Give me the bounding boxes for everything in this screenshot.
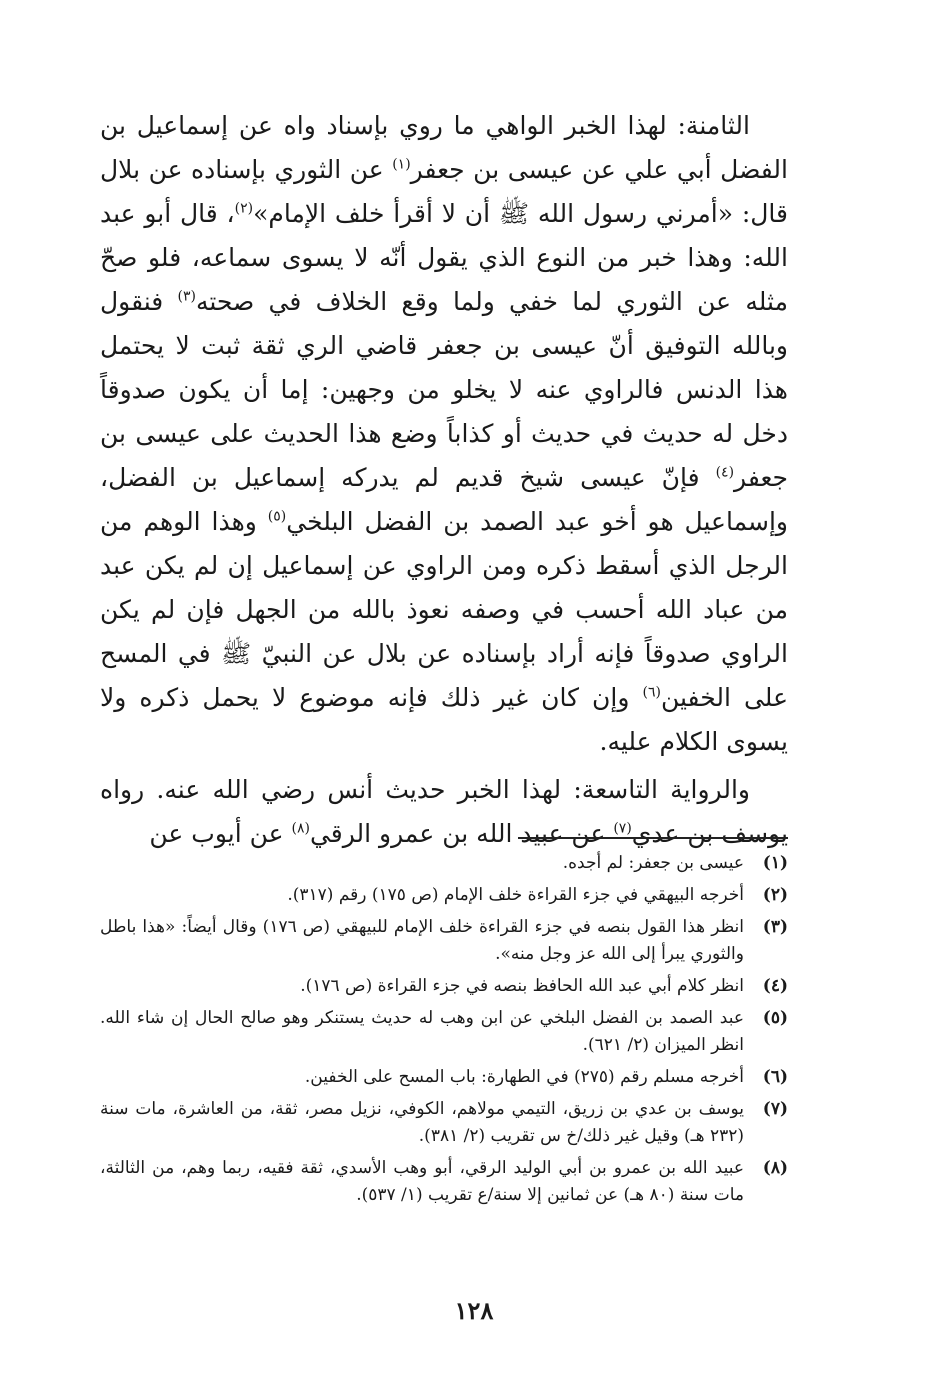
text-run: فإنّ عيسى شيخ قديم لم يدركه إسماعيل بن الفضل، وإسماعيل هو أخو عبد الصمد بن الفضل البلخي	[100, 463, 788, 536]
footnote-text: انظر هذا القول بنصه في جزء القراءة خلف الإمام للبيهقي (ص ١٧٦) وقال أيضاً: «هذا باطل والثوري يبرأ إلى الله عز وجل منه».	[100, 917, 744, 964]
footnote	[100, 850, 788, 877]
text-run: عن عبيد الله بن عمرو الرقي	[309, 819, 614, 848]
footnote	[100, 882, 788, 909]
paragraph-2	[100, 768, 788, 856]
footnote	[100, 1005, 788, 1059]
footnote-text: يوسف بن عدي بن زريق، التيمي مولاهم، الكوفي، نزيل مصر، ثقة، من العاشرة، مات سنة (٢٣٢ هـ) وقيل غير ذلك/خ س تقريب (٢/ ٣٨١).	[100, 1099, 744, 1146]
footnote-ref[interactable]: (٢)	[234, 200, 254, 217]
text-run: عن أيوب عن	[149, 819, 292, 848]
text-run: فنقول وبالله التوفيق أنّ عيسى بن جعفر قاضي الري ثقة ثبت لا يحتمل هذا الدنس فالراوي عنه لا يخلو من وجهين: إما أن يكون صدوقاً دخل له حديث في حديث أو كذاباً وضع هذا الحديث على عيسى بن جعفر	[100, 287, 788, 492]
footnote	[100, 1096, 788, 1150]
footnote-number: (٢)	[762, 885, 788, 905]
footnote-ref[interactable]: (٣)	[177, 288, 196, 305]
footnote-number: (٨)	[762, 1158, 788, 1178]
footnote-text: انظر كلام أبي عبد الله الحافظ بنصه في جزء القراءة (ص ١٧٦).	[300, 976, 744, 996]
footnote-text: عيسى بن جعفر: لم أجده.	[562, 853, 744, 873]
main-text	[100, 104, 788, 856]
text-run: الثامنة: لهذا الخبر الواهي ما روي بإسناد واه عن إسماعيل بن الفضل أبي علي عن عيسى بن جعفر	[100, 111, 788, 184]
footnote-number: (٧)	[762, 1099, 788, 1119]
paragraph-1	[100, 104, 788, 764]
text-run: ، قال أبو عبد الله: وهذا خبر من النوع الذي يقول أنّه لا يسوى سماعه، فلو صحّ مثله عن الثوري لما خفي ولما وقع الخلاف في صحته	[100, 199, 788, 316]
footnote-separator	[518, 837, 788, 839]
footnote-ref[interactable]: (٨)	[291, 820, 310, 837]
footnote-ref[interactable]: (٦)	[642, 684, 661, 701]
footnote	[100, 914, 788, 968]
footnote-text: أخرجه البيهقي في جزء القراءة خلف الإمام (ص ١٧٥) رقم (٣١٧).	[287, 885, 744, 905]
text-run: عن الثوري بإسناده عن بلال قال: «أمرني رسول الله ﷺ أن لا أقرأ خلف الإمام»	[100, 155, 788, 228]
text-run: وهذا الوهم من الرجل الذي أسقط ذكره ومن الراوي عن إسماعيل إن لم يكن عبد من عباد الله أحسب في وصفه نعوذ بالله من الجهل فإن لم يكن الراوي صدوقاً فإنه أراد بإسناده عن بلال عن النبيّ ﷺ في المسح على الخفين	[100, 507, 788, 712]
text-run: والرواية التاسعة: لهذا الخبر حديث أنس رضي الله عنه. رواه يوسف بن عدي	[100, 775, 788, 848]
footnote	[100, 1155, 788, 1209]
footnote-ref[interactable]: (١)	[392, 156, 411, 173]
footnote-number: (٦)	[762, 1067, 788, 1087]
page-number: ١٢٨	[454, 1296, 494, 1325]
footnote-number: (٤)	[762, 976, 788, 996]
footnote-number: (٣)	[762, 917, 788, 937]
footnote-text: عبد الصمد بن الفضل البلخي عن ابن وهب له حديث يستنكر وهو صالح الحال إن شاء الله. انظر الميزان (٢/ ٦٢١).	[100, 1008, 744, 1055]
footnote-text: عبيد الله بن عمرو بن أبي الوليد الرقي، أبو وهب الأسدي، ثقة فقيه، ربما وهم، من الثالثة، مات سنة (٨٠ هـ) عن ثمانين إلا سنة/ع تقريب (١/ ٥٣٧).	[100, 1158, 744, 1205]
footnotes-section	[100, 850, 788, 1214]
footnote-ref[interactable]: (٧)	[613, 820, 632, 837]
footnote-ref[interactable]: (٤)	[715, 464, 735, 481]
footnote-number: (٥)	[762, 1008, 788, 1028]
footnote	[100, 973, 788, 1000]
footnote-number: (١)	[762, 853, 788, 873]
footnote	[100, 1064, 788, 1091]
footnote-text: أخرجه مسلم رقم (٢٧٥) في الطهارة: باب المسح على الخفين.	[304, 1067, 744, 1087]
footnote-ref[interactable]: (٥)	[267, 508, 287, 525]
text-run: وإن كان غير ذلك فإنه موضوع لا يحمل ذكره ولا يسوى الكلام عليه.	[100, 683, 788, 756]
